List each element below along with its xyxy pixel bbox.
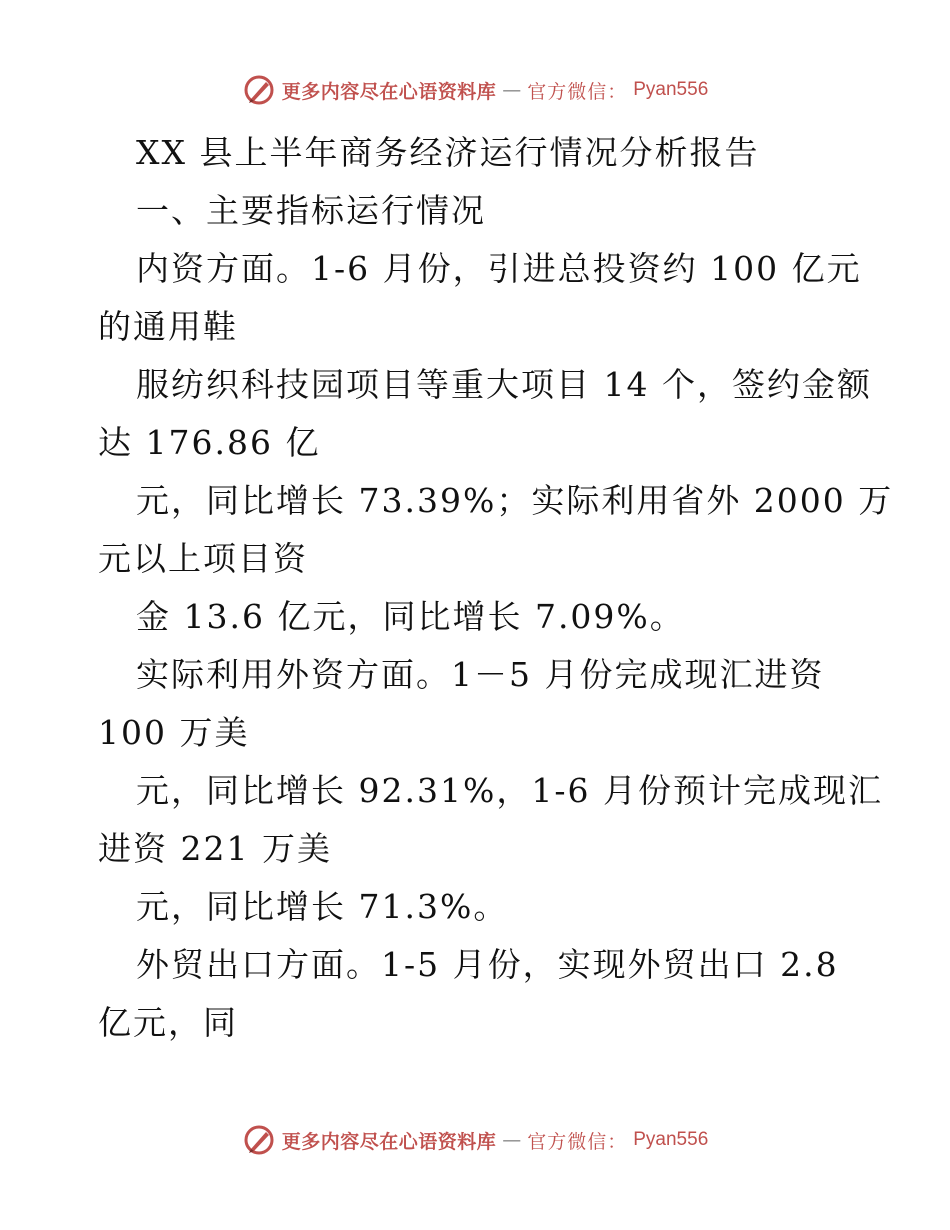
banner-wechat-id: Pyan556	[633, 1129, 709, 1150]
doc-line: 元，同比增长 92.31%，1-6 月份预计完成现汇	[136, 771, 883, 810]
doc-line: XX 县上半年商务经济运行情况分析报告	[136, 133, 760, 172]
doc-line: 外贸出口方面。1-5 月份，实现外贸出口 2.8	[136, 945, 839, 984]
banner-separator: —	[502, 79, 522, 101]
doc-line: 元，同比增长 71.3%。	[136, 887, 509, 926]
doc-line: 100 万美	[98, 713, 250, 752]
banner-separator: —	[502, 1129, 522, 1151]
header-banner	[0, 70, 950, 110]
doc-line: 亿元，同	[98, 1003, 238, 1042]
banner-text: 更多内容尽在心语资料库	[281, 1130, 497, 1153]
banner-wechat-label: 官方微信：	[527, 1130, 628, 1153]
doc-line: 服纺织科技园项目等重大项目 14 个，签约金额	[136, 365, 872, 404]
doc-line: 实际利用外资方面。1－5 月份完成现汇进资	[136, 655, 825, 694]
footer-banner	[0, 1120, 950, 1160]
doc-line: 元，同比增长 73.39%；实际利用省外 2000 万	[136, 481, 894, 520]
doc-line: 的通用鞋	[98, 307, 238, 346]
doc-line: 元以上项目资	[98, 539, 308, 578]
banner-text: 更多内容尽在心语资料库	[281, 80, 497, 103]
banner-wechat-id: Pyan556	[633, 79, 709, 100]
doc-line: 一、主要指标运行情况	[136, 191, 486, 230]
doc-line: 进资 221 万美	[98, 829, 332, 868]
document-body	[98, 124, 894, 1052]
banner-wechat-label: 官方微信：	[527, 80, 628, 103]
pen-logo-icon	[242, 1123, 276, 1157]
doc-line: 内资方面。1-6 月份，引进总投资约 100 亿元	[136, 249, 862, 288]
pen-logo-icon	[242, 73, 276, 107]
doc-line: 金 13.6 亿元，同比增长 7.09%。	[136, 597, 685, 636]
doc-line: 达 176.86 亿	[98, 423, 321, 462]
